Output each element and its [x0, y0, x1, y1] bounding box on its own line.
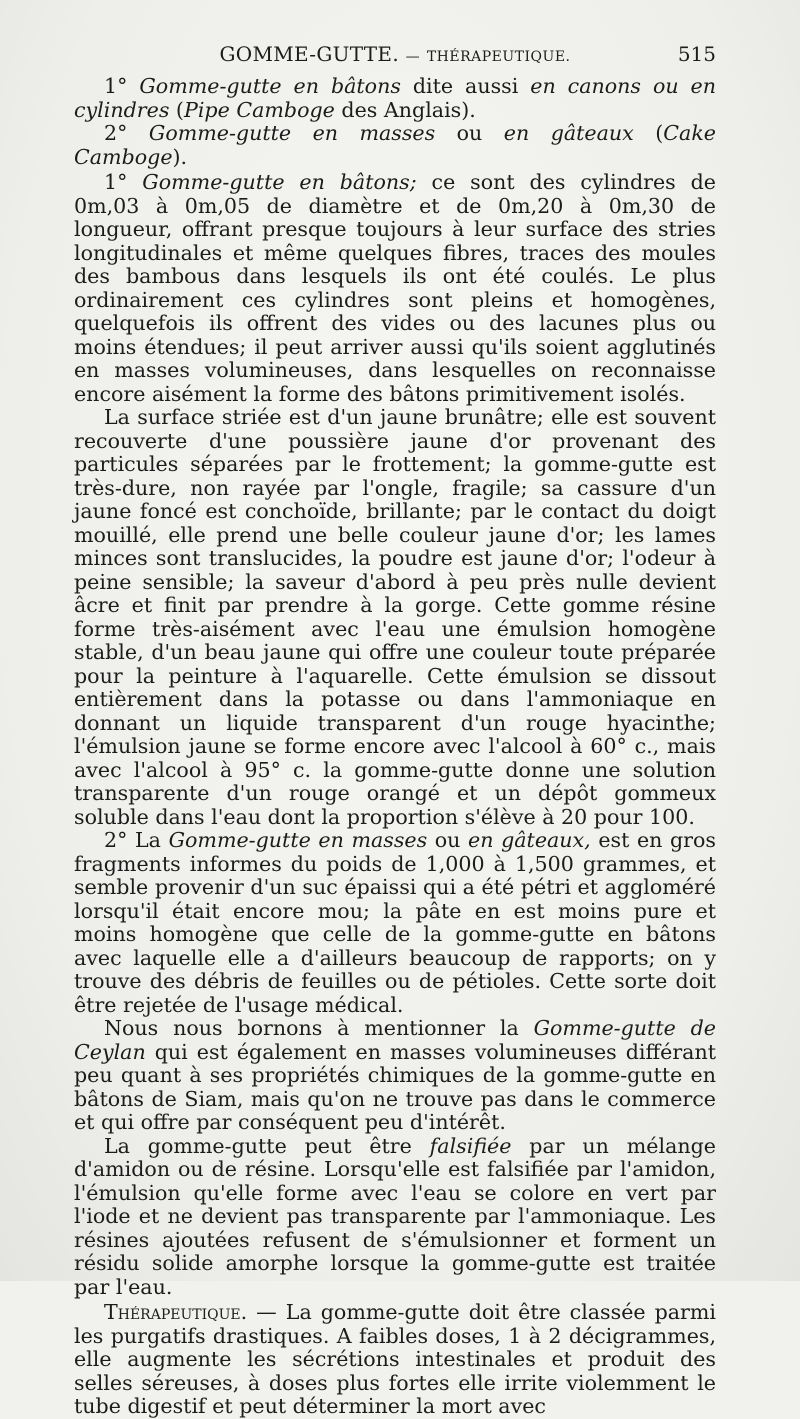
text-run: 1°: [104, 170, 143, 194]
page-header: [74, 42, 716, 72]
text-run: qui est également en masses volumineuses différant peu quant à ses propriétés chimiques de la gomme-gutte en bâtons de Siam, mais qu'on ne trouve pas dans le commerce et qui offre par conséquent peu d'intérêt.: [74, 1039, 716, 1134]
text-run: Nous nous bornons à mentionner la: [104, 1016, 534, 1040]
text-run: 2° La: [104, 828, 169, 852]
text-run: (: [169, 97, 184, 122]
paragraph: [74, 171, 716, 406]
text-run: — La gomme-gutte doit être classée parmi les purgatifs drastiques. A faibles doses, 1 à 2 décigrammes, elle augmente les sécrétions intestinales et produit des selles séreuses, à doses plus fortes elle irrite violemment le tube digestif et peut déterminer la mort avec: [74, 1300, 716, 1418]
section-heading: Thérapeutique.: [104, 1300, 248, 1324]
italic-text: Gomme-gutte en masses: [148, 121, 436, 145]
text-run: est en gros fragments informes du poids de 1,000 à 1,500 grammes, et semble provenir d'un suc épaissi qui a été pétri et aggloméré lorsqu'il était encore mou; la pâte en est moins pure et moins homogène que celle de la gomme-gutte en bâtons avec laquelle elle a d'ailleurs beaucoup de rapports; on y trouve des débris de feuilles ou de pétioles. Cette sorte doit être rejetée de l'usage médical.: [74, 828, 716, 1017]
running-head-section: THÉRAPEUTIQUE.: [426, 49, 571, 65]
text-run: La gomme-gutte peut être: [104, 1133, 430, 1158]
text-run: ce sont des cylindres de 0m,03 à 0m,05 de diamètre et de 0m,20 à 0m,30 de longueur, offrant presque toujours à leur surface des stries longitudinales et même quelques fibres, traces des moules des bambous dans lesquels ils ont été coulés. Le plus ordinairement ces cylindres sont pleins et homogènes, quelquefois ils offrent des vides ou des lacunes plus ou moins étendues; il peut arriver aussi qu'ils soient agglutinés en masses volumineuses, dans lesquelles on reconnaisse encore aisément la forme des bâtons primitivement isolés.: [74, 170, 716, 406]
text-run: ).: [172, 144, 188, 169]
italic-text: Pipe Camboge: [183, 97, 335, 122]
paragraph: [74, 829, 716, 1017]
page-body: [74, 75, 716, 1419]
italic-text: Gomme-gutte en masses: [168, 828, 428, 852]
paragraph: [74, 122, 716, 169]
italic-text: en gâteaux: [503, 121, 634, 145]
text-run: dite aussi: [400, 74, 531, 98]
paragraph: [74, 406, 716, 829]
paragraph: [74, 1301, 716, 1419]
text-run: par un mélange d'amidon ou de résine. Lorsqu'elle est falsifiée par l'amidon, l'émulsion qu'elle forme avec l'eau se colore en vert par l'iode et ne devient pas transparente par l'ammoniaque. Les résines ajoutées refusent de s'émulsionner et forment un résidu solide amorphe lorsque la gomme-gutte est traitée par l'eau.: [74, 1133, 716, 1299]
text-run: (: [633, 121, 664, 145]
paragraph: [74, 75, 716, 122]
italic-text: en canons ou en cylindres: [74, 74, 717, 122]
italic-text: Gomme-gutte de Ceylan: [74, 1016, 716, 1064]
text-run: des Anglais).: [334, 97, 476, 122]
italic-text: Gomme-gutte en bâtons: [139, 74, 401, 98]
italic-text: falsifiée: [429, 1133, 512, 1158]
paragraph: [74, 1135, 716, 1300]
page-number: 515: [677, 42, 716, 66]
text-run: La surface striée est d'un jaune brunâtre; elle est souvent recouverte d'une poussière jaune d'or provenant des particules séparées par le frottement; la gomme-gutte est très-dure, non rayée par l'ongle, fragile; sa cassure d'un jaune foncé est conchoïde, brillante; par le contact du doigt mouillé, elle prend une belle couleur jaune d'or; les lames minces sont translucides, la poudre est jaune d'or; l'odeur à peine sensible; la saveur d'abord à peu près nulle devient âcre et finit par prendre à la gorge. Cette gomme résine forme très-aisément avec l'eau une émulsion homogène stable, d'un beau jaune qui offre une couleur toute préparée pour la peinture à l'aquarelle. Cette émulsion se dissout entièrement dans la potasse ou dans l'ammoniaque en donnant un liquide transparent d'un rouge hyacinthe; l'émulsion jaune se forme encore avec l'alcool à 60° c., mais avec l'alcool à 95° c. la gomme-gutte donne une solution transparente d'un rouge orangé et un dépôt gommeux soluble dans l'eau dont la proportion s'élève à 20 pour 100.: [74, 405, 716, 829]
text-run: ou: [435, 121, 504, 145]
italic-text: en gâteaux,: [468, 828, 591, 852]
running-head: [74, 42, 716, 66]
italic-text: Cake Camboge: [74, 121, 716, 169]
text-run: ou: [427, 828, 469, 852]
running-head-title: GOMME-GUTTE.: [219, 42, 399, 66]
paragraph: [74, 1017, 716, 1135]
running-head-separator: —: [405, 49, 421, 65]
text-run: 1°: [104, 74, 140, 98]
italic-text: Gomme-gutte en bâtons;: [142, 170, 417, 194]
text-run: 2°: [104, 121, 149, 145]
